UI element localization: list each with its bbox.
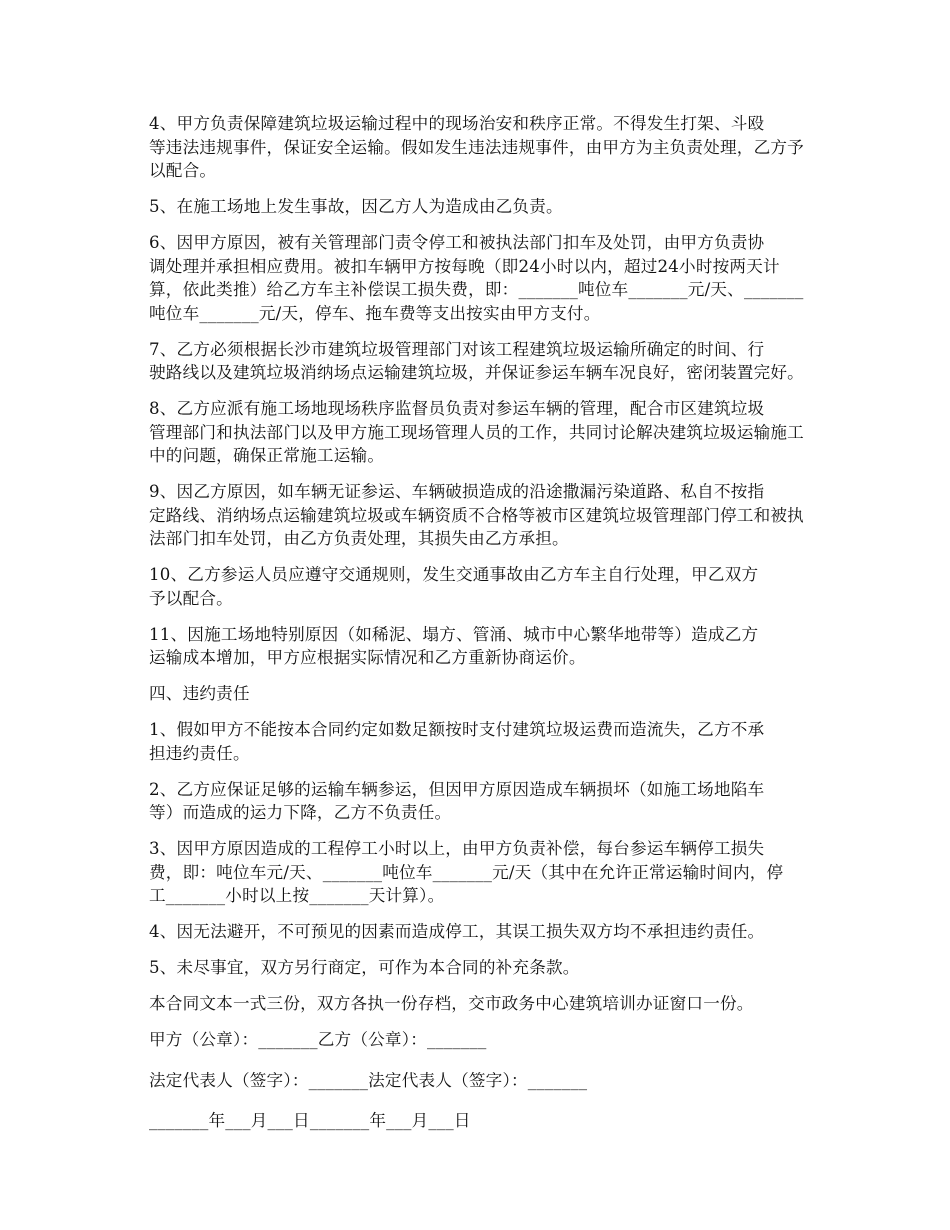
signature-line: 法定代表人（签字）：_______法定代表人（签字）：_______ [149,1070,588,1090]
paragraph-line: 10、乙方参运人员应遵守交通规则，发生交通事故由乙方车主自行处理，甲乙双方 [149,565,759,584]
contract-paragraph [112,338,830,385]
paragraph-line: 吨位车_______元/天，停车、拖车费等支出按实由甲方支付。 [149,303,601,323]
paragraph-line: 予以配合。 [149,588,233,608]
paragraph-line: 驶路线以及建筑垃圾消纳场点运输建筑垃圾，并保证参运车辆车况良好，密闭装置完好。 [149,363,804,382]
paragraph-line: 管理部门和执法部门以及甲方施工现场管理人员的工作，共同讨论解决建筑垃圾运输施工 [149,422,804,442]
contract-paragraph [112,778,830,825]
contract-paragraph [112,837,830,908]
contract-paragraph [112,112,830,183]
contract-paragraph [112,718,830,765]
contract-paragraph [112,563,830,610]
paragraph-line: 4、因无法避开，不可预见的因素而造成停工，其误工损失双方均不承担违约责任。 [149,922,765,941]
paragraph-line: 定路线、消纳场点运输建筑垃圾或车辆资质不合格等被市区建筑垃圾管理部门停工和被执 [149,505,804,525]
signature-block [112,1028,830,1133]
signature-line: _______年___月___日_______年___月___日 [149,1111,471,1130]
contract-paragraph [112,195,830,219]
contract-body [112,112,830,1016]
paragraph-line: 4、甲方负责保障建筑垃圾运输过程中的现场治安和秩序正常。不得发生打架、斗殴 [149,114,765,133]
paragraph-line: 5、在施工场地上发生事故，因乙方人为造成由乙负责。 [149,197,563,216]
contract-paragraph [112,992,830,1016]
paragraph-line: 四、违约责任 [149,684,250,703]
contract-paragraph [112,480,830,551]
paragraph-line: 以配合。 [149,161,217,180]
paragraph-line: 5、未尽事宜，双方另行商定，可作为本合同的补充条款。 [149,958,580,977]
signature-line: 甲方（公章）：_______乙方（公章）：_______ [149,1030,487,1049]
contract-paragraph [112,956,830,980]
contract-paragraph [112,397,830,468]
paragraph-line: 法部门扣车处罚，由乙方负责处理，其损失由乙方承担。 [149,529,569,548]
paragraph-line: 算，依此类推）给乙方车主补偿误工损失费，即：_______吨位车_______元/天、_______ [149,280,804,299]
paragraph-line: 8、乙方应派有施工场地现场秩序监督员负责对参运车辆的管理，配合市区建筑垃圾 [149,399,765,418]
paragraph-line: 等违法违规事件，保证安全运输。假如发生违法违规事件，由甲方为主负责处理，乙方予 [149,137,804,157]
paragraph-line: 等）而造成的运力下降，乙方不负责任。 [149,803,452,822]
paragraph-line: 1、假如甲方不能按本合同约定如数足额按时支付建筑垃圾运费而造流失，乙方不承 [149,720,765,739]
contract-paragraph [112,682,830,706]
contract-paragraph [112,920,830,944]
paragraph-line: 9、因乙方原因，如车辆无证参运、车辆破损造成的沿途撒漏污染道路、私自不按指 [149,482,765,501]
paragraph-line: 担违约责任。 [149,743,250,763]
paragraph-line: 运输成本增加，甲方应根据实际情况和乙方重新协商运价。 [149,648,586,667]
contract-paragraph [112,623,830,670]
contract-paragraph [112,231,830,325]
paragraph-line: 调处理并承担相应费用。被扣车辆甲方按每晚（即24小时以内，超过24小时按两天计 [149,256,780,276]
paragraph-line: 3、因甲方原因造成的工程停工小时以上，由甲方负责补偿，每台参运车辆停工损失 [149,839,765,858]
paragraph-line: 中的问题，确保正常施工运输。 [149,446,385,465]
paragraph-line: 11、因施工场地特别原因（如稀泥、塌方、管涌、城市中心繁华地带等）造成乙方 [149,624,759,644]
paragraph-line: 工_______小时以上按_______天计算）。 [149,886,445,905]
paragraph-line: 6、因甲方原因，被有关管理部门责令停工和被执法部门扣车及处罚，由甲方负责协 [149,233,765,252]
paragraph-line: 7、乙方必须根据长沙市建筑垃圾管理部门对该工程建筑垃圾运输所确定的时间、行 [149,339,765,359]
paragraph-line: 2、乙方应保证足够的运输车辆参运，但因甲方原因造成车辆损坏（如施工场地陷车 [149,779,765,799]
paragraph-line: 费，即：吨位车元/天、_______吨位车_______元/天（其中在允许正常运输时间内，停 [149,862,784,882]
paragraph-line: 本合同文本一式三份，双方各执一份存档，交市政务中心建筑培训办证窗口一份。 [149,994,754,1013]
